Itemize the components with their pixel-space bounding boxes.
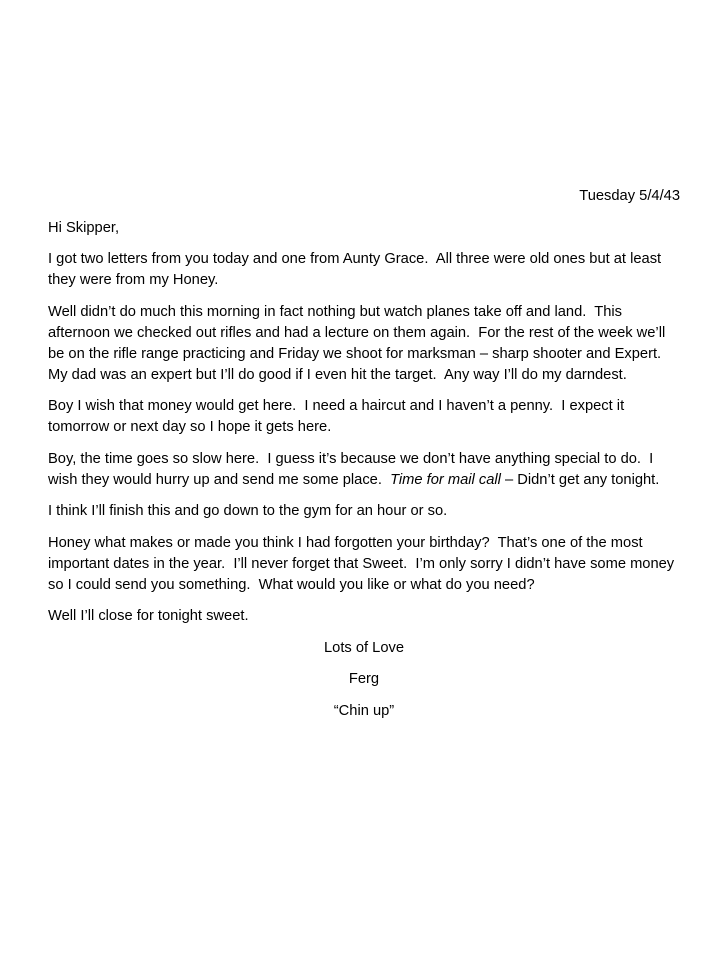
text-segment: Honey what makes or made you think I had forgotten your birthday? That’s one of the most important dates in the year. I’ll never forget that Sweet. I’m only sorry I didn’t have some money so I could send you something. What would you like or what do you need?	[48, 534, 679, 593]
text-segment: I got two letters from you today and one from Aunty Grace. All three were old ones but at least they were from my Honey.	[48, 251, 666, 288]
paragraph	[48, 302, 680, 386]
text-segment: Boy I wish that money would get here. I need a haircut and I haven’t a penny. I expect it tomorrow or next day so I hope it gets here.	[48, 398, 629, 435]
paragraph	[48, 606, 680, 627]
salutation: Hi Skipper,	[48, 219, 120, 236]
closing-line: “Chin up”	[333, 702, 395, 719]
letter-body	[48, 249, 680, 627]
text-segment: Well I’ll close for tonight sweet.	[48, 608, 249, 624]
paragraph	[48, 396, 680, 438]
text-segment: Boy, the time goes so slow here. I guess it’s because we don’t have anything special to do. I wish they would hurry up and send me some place.	[48, 450, 658, 488]
text-segment: I think I’ll finish this and go down to the gym for an hour or so.	[48, 503, 448, 519]
closing-line: Ferg	[348, 671, 380, 687]
paragraph	[48, 533, 680, 596]
text-segment: – Didn’t get any tonight.	[500, 471, 660, 488]
date-line: Tuesday 5/4/43	[579, 188, 680, 204]
paragraph	[48, 501, 680, 522]
closing-line: Lots of Love	[323, 639, 405, 656]
letter-closing	[48, 638, 680, 722]
text-segment: Time for mail call	[390, 471, 501, 488]
paragraph	[48, 449, 680, 491]
text-segment: Well didn’t do much this morning in fact nothing but watch planes take off and land. This afternoon we checked out rifles and had a lecture on them again. For the rest of the week we’ll be on the rifle range practicing and Friday we shoot for marksman – sharp shooter and Expert. My dad was an expert but I’ll do good if I even hit the target. Any way I’ll do my darndest.	[48, 303, 670, 383]
paragraph	[48, 249, 680, 291]
